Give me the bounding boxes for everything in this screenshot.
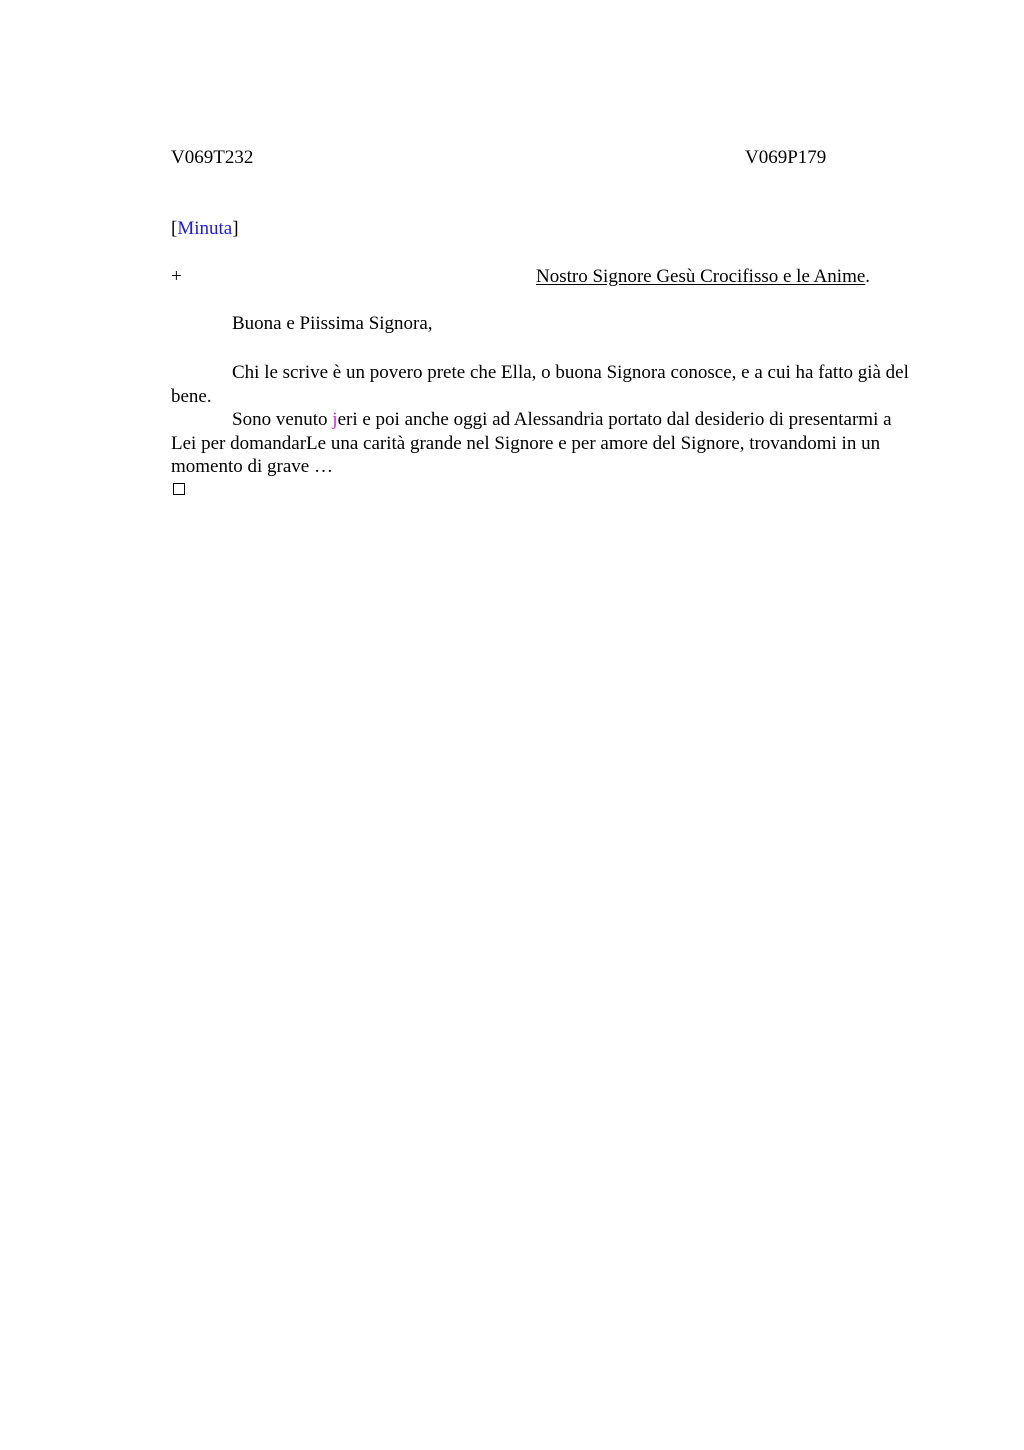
cross-symbol: +	[171, 266, 182, 287]
paragraph-2-rest: eri e poi anche oggi ad Alessandria portato dal desiderio di presentarmi a Lei per domandarLe una carità grande nel Signore e per amore del Signore, trovandomi in un momento di grave …	[171, 409, 892, 477]
document-code-left: V069T232	[171, 147, 254, 168]
letter-body	[171, 361, 916, 479]
dedication-text: Nostro Signore Gesù Crocifisso e le Anime	[536, 266, 866, 287]
paragraph-1: Chi le scrive è un povero prete che Ella, o buona Signora conosce, e a cui ha fatto già del bene.	[171, 362, 909, 407]
close-bracket: ]	[232, 218, 239, 239]
document-code-right: V069P179	[745, 147, 827, 168]
open-bracket: [	[171, 218, 178, 239]
paragraph-2-start: Sono venuto	[232, 409, 333, 430]
dedication-line	[536, 265, 870, 289]
corrected-letter: j	[332, 409, 338, 430]
salutation: Buona e Piissima Signora,	[232, 313, 433, 334]
minuta-annotation	[171, 217, 239, 241]
empty-square-icon	[173, 483, 185, 495]
dedication-period: .	[865, 266, 871, 287]
paragraph-2	[171, 408, 916, 479]
minuta-label: Minuta	[177, 218, 233, 239]
